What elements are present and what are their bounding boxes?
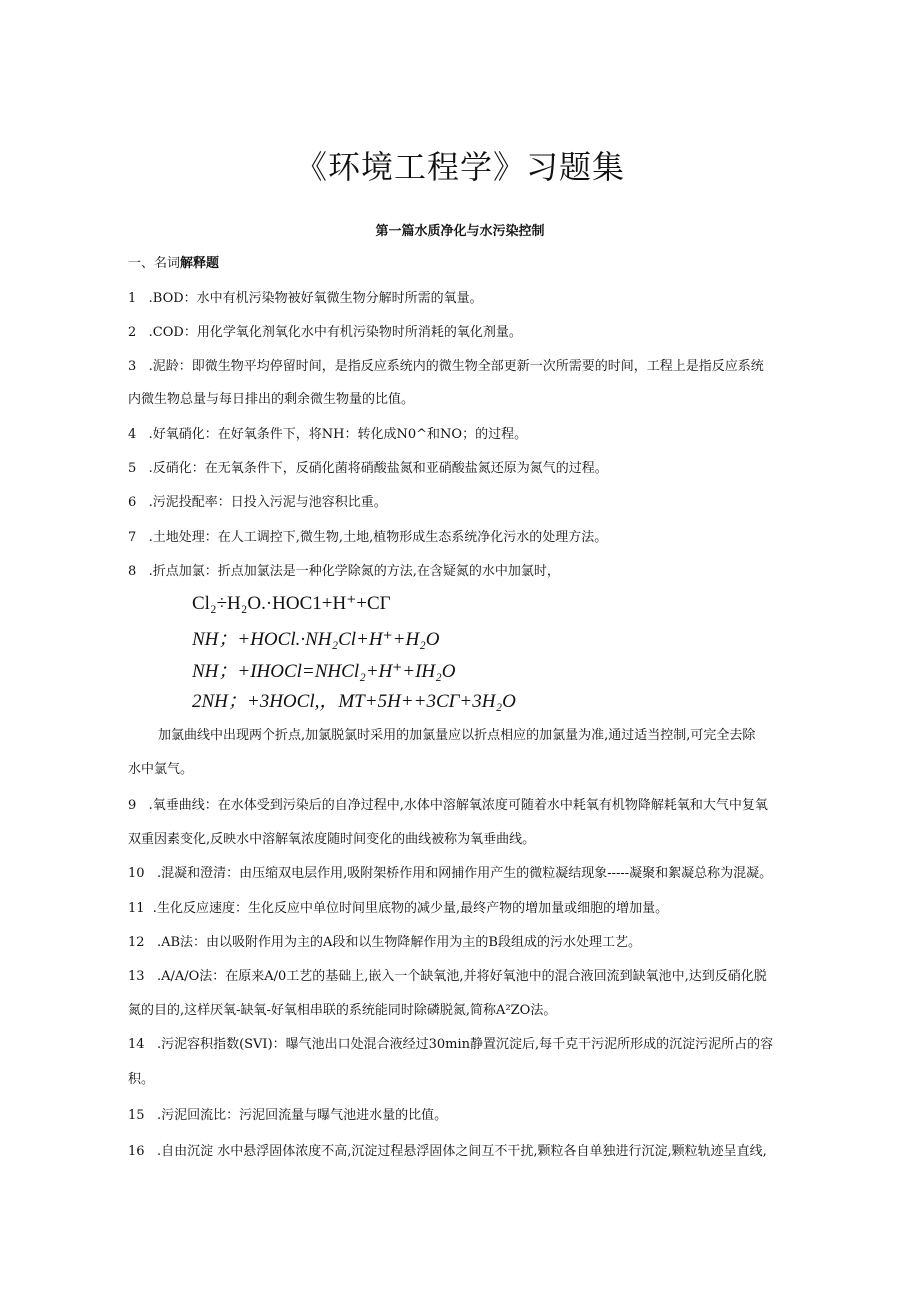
breakpoint-paragraph: 加氯曲线中出现两个折点,加氯脱氯时采用的加氯量应以折点相应的加氯量为准,通过适当控制,可完全去除 — [158, 728, 756, 743]
term-oxygen-sag-curve-cont: 双重因素变化,反映水中溶解氧浓度随时间变化的曲线被称为氧垂曲线。 — [128, 832, 536, 847]
term-aao-process: 13 .A/A/O法：在原来A/0工艺的基础上,嵌入一个缺氧池,并将好氧池中的混合液回流到缺氧池中,达到反硝化脱 — [128, 969, 767, 984]
term-sludge-age-cont: 内微生物总量与每日排出的剩余微生物量的比值。 — [128, 392, 415, 407]
section-prefix: 一、名词 — [128, 256, 181, 271]
term-breakpoint-chlorination: 8 .折点加氯：折点加氯法是一种化学除氮的方法,在含疑氮的水中加氯时， — [128, 564, 560, 579]
chapter-title: 第一篇水质净化与水污染控制 — [375, 224, 545, 239]
term-oxygen-sag-curve: 9 .氧垂曲线：在水体受到污染后的自净过程中,水体中溶解氧浓度可随着水中耗氧有机物降解耗氧和大气中复氧 — [128, 798, 768, 813]
term-sludge-age: 3 .泥龄：即微生物平均停留时间，是指反应系统内的微生物全部更新一次所需要的时间，工程上是指反应系统 — [128, 359, 764, 374]
term-ab-process: 12 .AB法：由以吸附作用为主的A段和以生物降解作用为主的B段组成的污水处理工艺。 — [128, 935, 641, 950]
term-land-treatment: 7 .土地处理：在人工调控下,微生物,土地,植物形成生态系统净化污水的处理方法。 — [128, 530, 608, 545]
term-denitrification: 5 .反硝化：在无氧条件下，反硝化菌将硝酸盐氮和亚硝酸盐氮还原为氮气的过程。 — [128, 461, 608, 476]
term-aao-process-cont: 氮的目的,这样厌氧-缺氧-好氧相串联的系统能同时除磷脱氮,简称A²ZO法。 — [128, 1003, 557, 1018]
term-svi-cont: 积。 — [128, 1072, 155, 1087]
term-cod: 2 .COD：用化学氧化剂氧化水中有机污染物时所消耗的氧化剂量。 — [128, 325, 522, 340]
term-return-sludge-ratio: 15 .污泥回流比：污泥回流量与曝气池进水量的比值。 — [128, 1108, 448, 1123]
breakpoint-paragraph-cont: 水中氯气。 — [128, 762, 194, 777]
term-svi: 14 .污泥容积指数(SVI)：曝气池出口处混合液经过30min静置沉淀后,每千克干污泥所形成的沉淀污泥所占的容 — [128, 1037, 774, 1052]
section-heading-bold: 解释题 — [180, 256, 220, 271]
term-sludge-dosing-rate: 6 .污泥投配率：日投入污泥与池容积比重。 — [128, 495, 387, 510]
document-title: 《环境工程学》习题集 — [294, 148, 625, 186]
formula-2: NH；+HOCl.·NH₂Cl+H⁺+H₂O — [192, 629, 440, 650]
term-coagulation: 10 .混凝和澄清：由压缩双电层作用,吸附架桥作用和网捕作用产生的微粒凝结现象-----凝聚和絮凝总称为混凝。 — [128, 866, 773, 881]
formula-4: 2NH；+3HOCl,，MT+5H++3CΓ+3H₂O — [192, 691, 516, 712]
term-biochemical-rate: 11 .生化反应速度：生化反应中单位时间里底物的减少量,最终产物的增加量或细胞的增加量。 — [128, 901, 669, 916]
formula-1: Cl₂÷H₂O.·HOC1+H⁺+CΓ — [192, 593, 391, 614]
term-free-settling: 16 .自由沉淀 水中悬浮固体浓度不高,沉淀过程悬浮固体之间互不干扰,颗粒各自单独进行沉淀,颗粒轨迹呈直线, — [128, 1144, 767, 1159]
section-heading — [128, 252, 219, 271]
term-bod: 1 .BOD：水中有机污染物被好氧微生物分解时所需的氧量。 — [128, 291, 483, 306]
formula-3: NH；+IHOCl=NHCl₂+H⁺+IH₂O — [192, 661, 456, 682]
term-nitrification: 4 .好氧硝化：在好氧条件下，将NH：转化成N0^和NO；的过程。 — [128, 427, 528, 442]
